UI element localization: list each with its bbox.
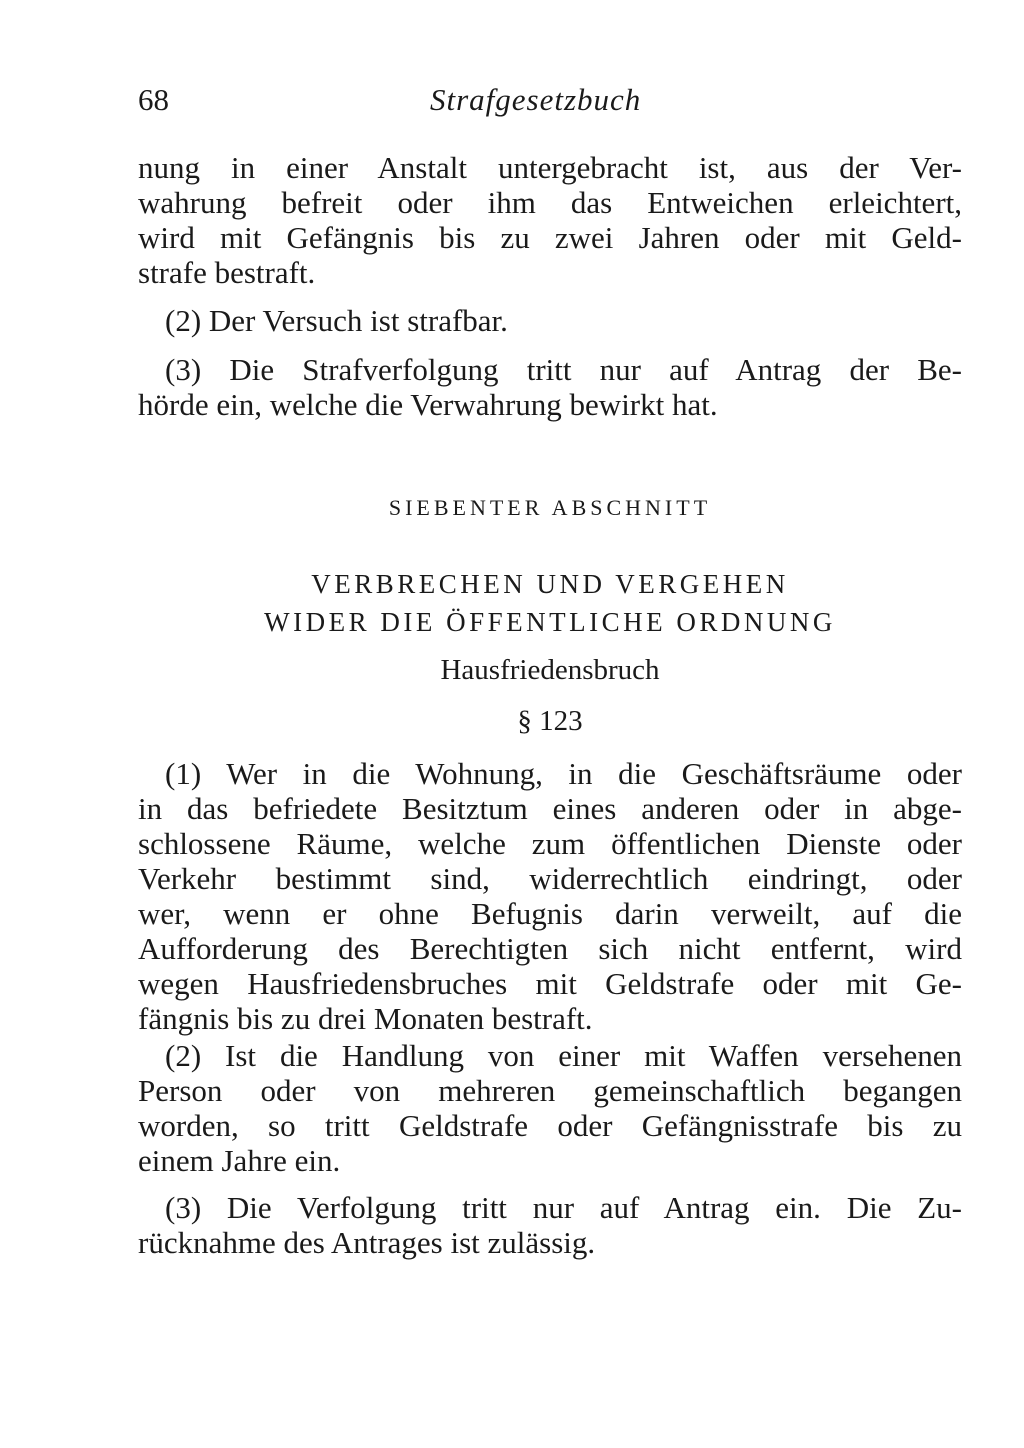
text-line: (1) Wer in die Wohnung, in die Geschäftsräume oder (165, 756, 962, 791)
text-line: einem Jahre ein. (138, 1143, 341, 1178)
paragraph-number (138, 703, 962, 739)
text-line: schlossene Räume, welche zum öffentlichen Dienste oder (138, 826, 962, 861)
text-line: wegen Hausfriedensbruches mit Geldstrafe oder mit Ge- (138, 966, 962, 1001)
text-line: (3) Die Verfolgung tritt nur auf Antrag ein. Die Zu- (165, 1190, 962, 1225)
text-line: wird mit Gefängnis bis zu zwei Jahren oder mit Geld- (138, 220, 962, 255)
text-line: hörde ein, welche die Verwahrung bewirkt hat. (138, 387, 718, 422)
continuation-paragraph (138, 150, 962, 290)
section-title-line: VERBRECHEN UND VERGEHEN (311, 569, 789, 599)
page-number: 68 (138, 82, 169, 117)
text-line: wahrung befreit oder ihm das Entweichen erleichtert, (138, 185, 962, 220)
text-line: (2) Der Versuch ist strafbar. (165, 303, 508, 338)
section-subtitle (138, 652, 962, 688)
text-line: wer, wenn er ohne Befugnis darin verweilt, auf die (138, 896, 962, 931)
text-line: in das befriedete Besitztum eines anderen oder in abge- (138, 791, 962, 826)
text-line: (2) Ist die Handlung von einer mit Waffen versehenen (165, 1038, 962, 1073)
running-title: Strafgesetzbuch (430, 82, 642, 117)
text-line: rücknahme des Antrages ist zulässig. (138, 1225, 596, 1260)
section-label (138, 493, 962, 523)
continuation-para-2 (138, 303, 962, 338)
text-line: strafe bestraft. (138, 255, 316, 290)
section-label-text: SIEBENTER ABSCHNITT (388, 495, 712, 520)
text-line: nung in einer Anstalt untergebracht ist, aus der Ver- (138, 150, 962, 185)
text-line: Verkehr bestimmt sind, widerrechtlich eindringt, oder (138, 861, 962, 896)
text-line: Aufforderung des Berechtigten sich nicht entfernt, wird (138, 931, 962, 966)
text-line: worden, so tritt Geldstrafe oder Gefängnisstrafe bis zu (138, 1108, 962, 1143)
page-header (138, 82, 962, 126)
section-123-para-3 (138, 1190, 962, 1260)
section-123-para-2 (138, 1038, 962, 1178)
text-line: fängnis bis zu drei Monaten bestraft. (138, 1001, 593, 1036)
continuation-para-3 (138, 352, 962, 422)
paragraph-number-text: § 123 (517, 705, 583, 737)
section-title-line: WIDER DIE ÖFFENTLICHE ORDNUNG (264, 607, 836, 637)
section-123-para-1 (138, 756, 962, 1036)
section-title (138, 565, 962, 641)
section-subtitle-text: Hausfriedensbruch (440, 654, 660, 686)
text-line: (3) Die Strafverfolgung tritt nur auf Antrag der Be- (165, 352, 962, 387)
text-line: Person oder von mehreren gemeinschaftlich begangen (138, 1073, 962, 1108)
